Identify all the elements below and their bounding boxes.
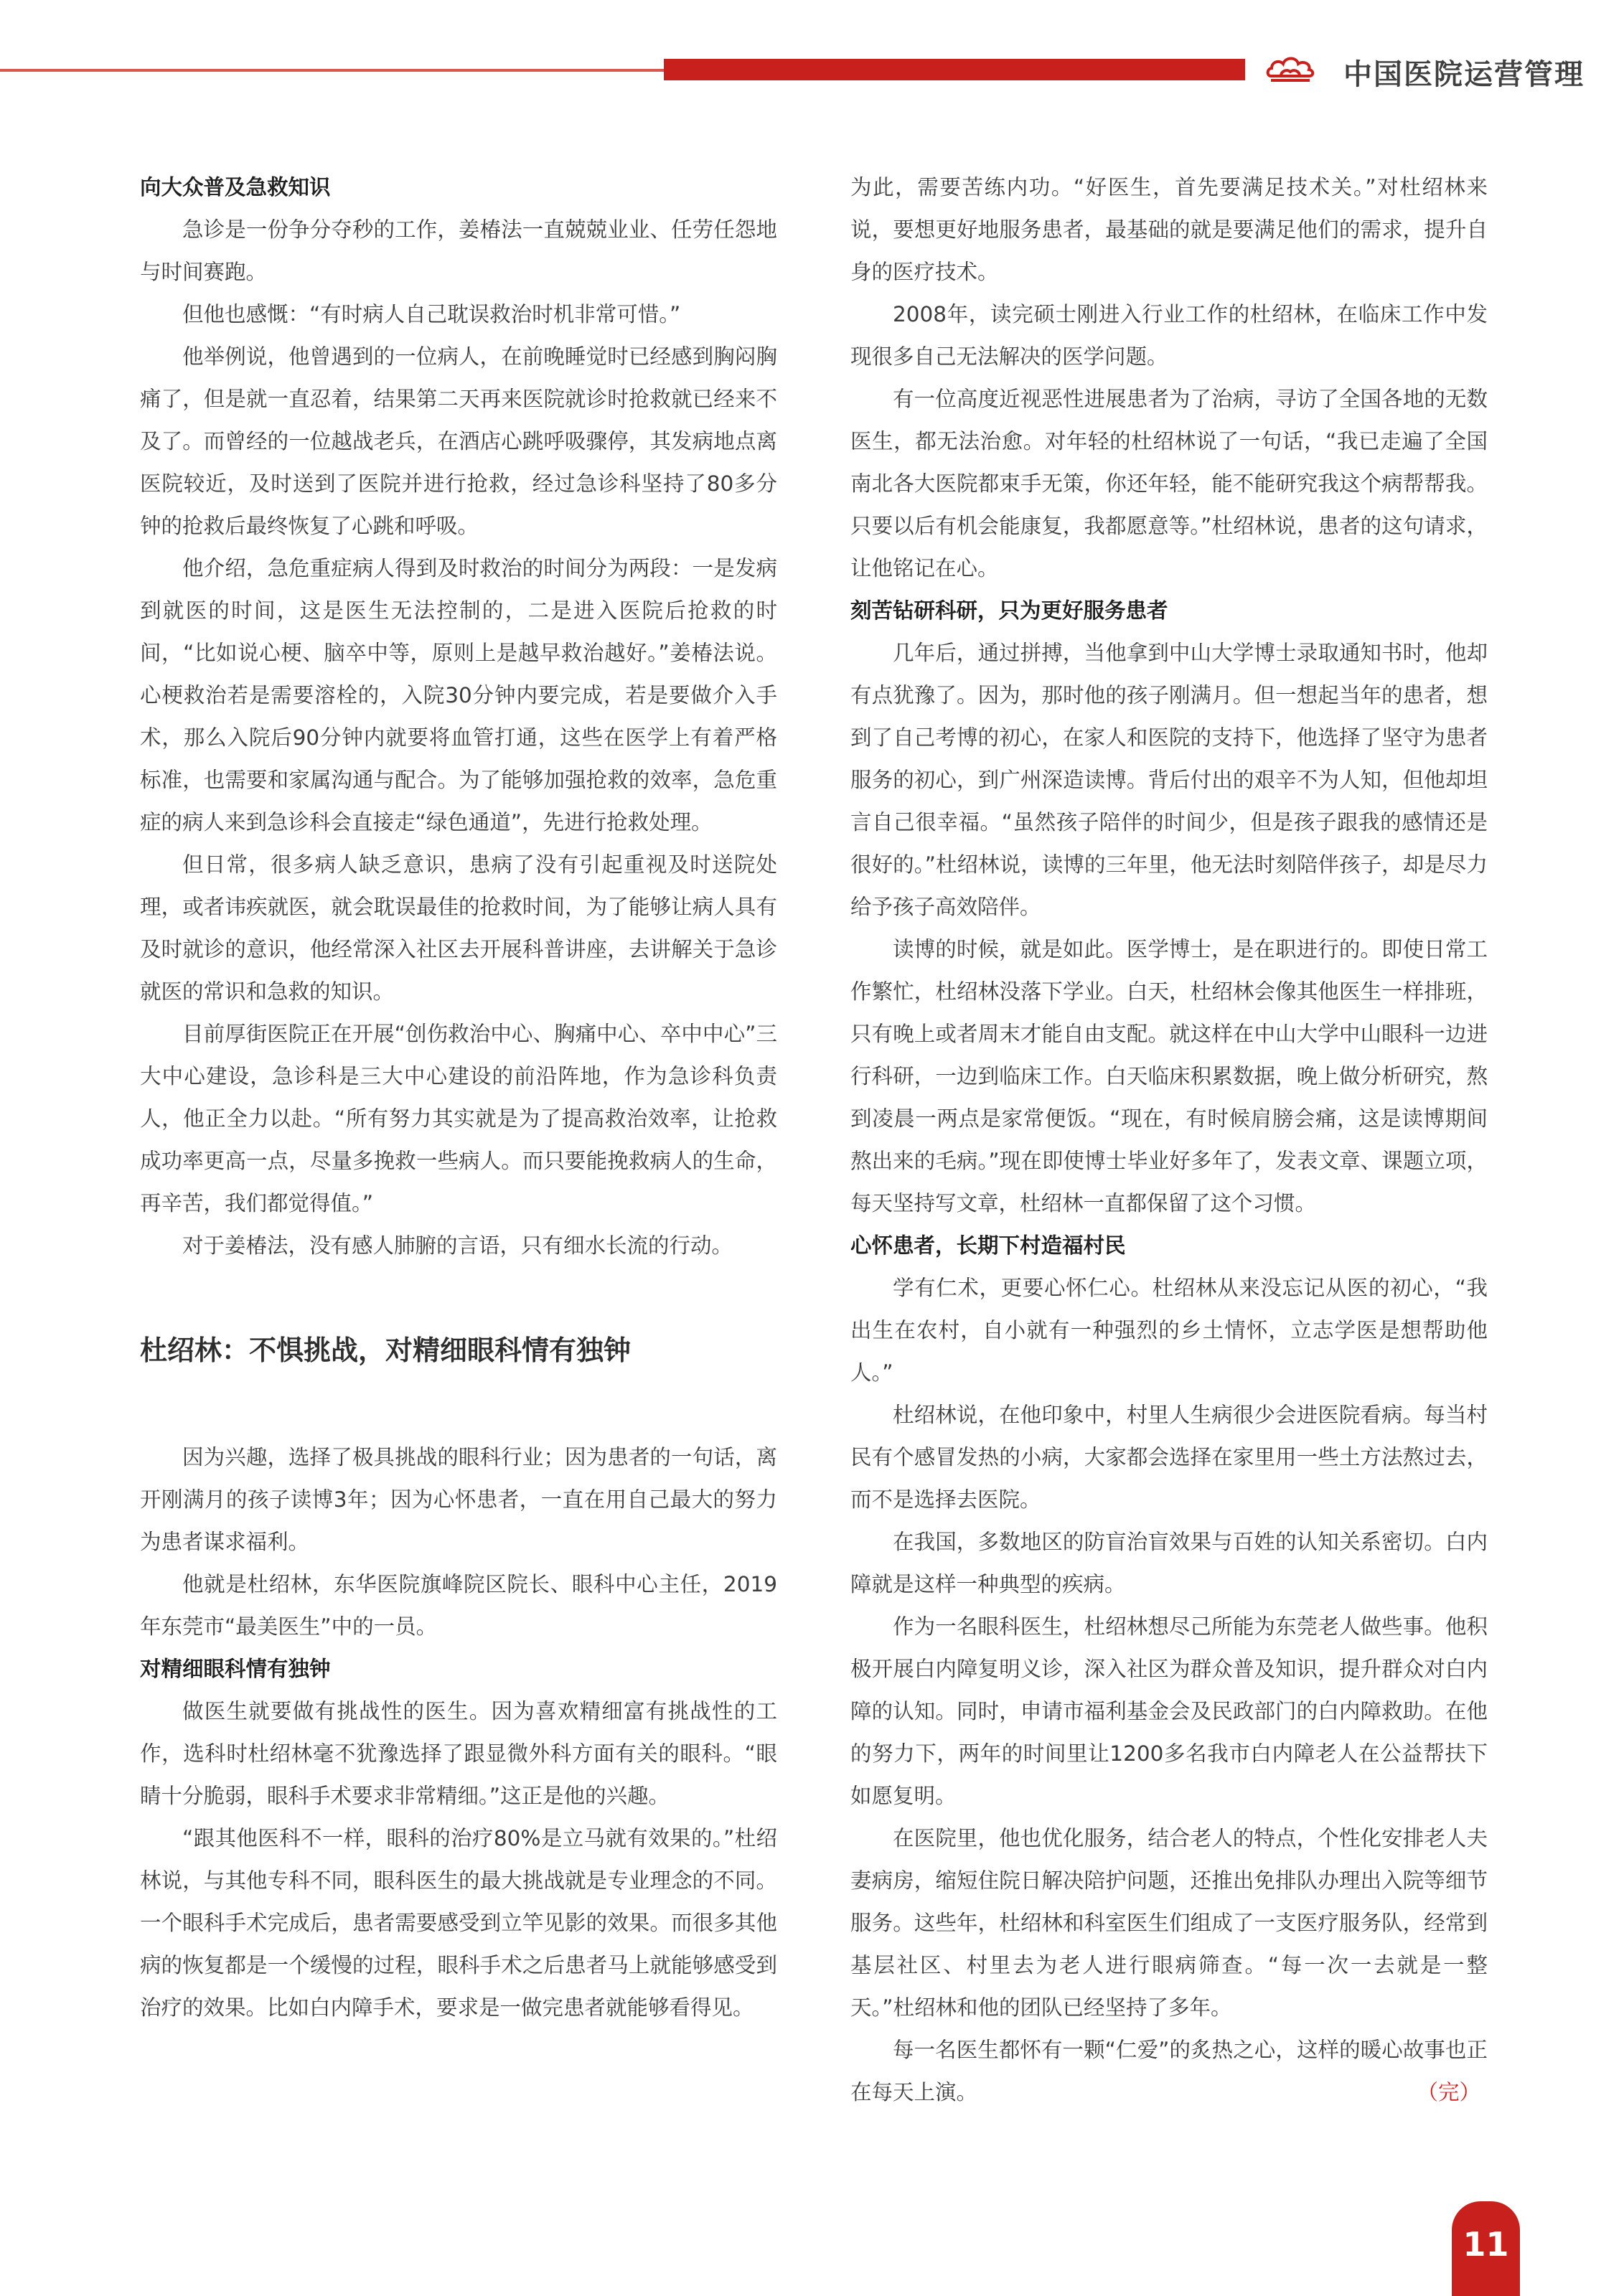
paragraph: 几年后，通过拼搏，当他拿到中山大学博士录取通知书时，他却有点犹豫了。因为，那时他的孩子刚满月。但一想起当年的患者，想到了自己考博的初心，在家人和医院的支持下，他选择了坚守为患者服务的初心，到广州深造读博。背后付出的艰辛不为人知，但他却坦言自己很幸福。“虽然孩子陪伴的时间少，但是孩子跟我的感情还是很好的。”杜绍林说，读博的三年里，他无法时刻陪伴孩子，却是尽力给予孩子高效陪伴。 <box>850 641 1488 919</box>
paragraph: 但日常，很多病人缺乏意识，患病了没有引起重视及时送院处理，或者讳疾就医，就会耽误最佳的抢救时间，为了能够让病人具有及时就诊的意识，他经常深入社区去开展科普讲座，去讲解关于急诊就医的常识和急救的知识。 <box>140 852 777 1004</box>
paragraph: 对于姜椿法，没有感人肺腑的言语，只有细水长流的行动。 <box>182 1233 733 1258</box>
paragraph: 但他也感慨：“有时病人自己耽误救治时机非常可惜。” <box>182 302 681 326</box>
header-rule-bar <box>664 59 1245 80</box>
end-mark: （完） <box>1417 2080 1480 2104</box>
subheading: 向大众普及急救知识 <box>140 175 331 199</box>
right-column <box>850 166 1488 2114</box>
last-paragraph <box>850 2029 1488 2114</box>
header-rule-thin <box>0 69 667 72</box>
paragraph: 因为兴趣，选择了极具挑战的眼科行业；因为患者的一句话，离开刚满月的孩子读博3年；因为心怀患者，一直在用自己最大的努力为患者谋求福利。 <box>140 1445 777 1554</box>
magazine-title: 中国医院运营管理 <box>1343 58 1585 91</box>
paragraph: 他就是杜绍林，东华医院旗峰院区院长、眼科中心主任，2019年东莞市“最美医生”中的一员。 <box>140 1572 777 1639</box>
paragraph: 他介绍，急危重症病人得到及时救治的时间分为两段：一是发病到就医的时间，这是医生无法控制的，二是进入医院后抢救的时间，“比如说心梗、脑卒中等，原则上是越早救治越好。”姜椿法说。心梗救治若是需要溶栓的，入院30分钟内要完成，若是要做介入手术，那么入院后90分钟内就要将血管打通，这些在医学上有着严格标准，也需要和家属沟通与配合。为了能够加强抢救的效率，急危重症的病人来到急诊科会直接走“绿色通道”，先进行抢救处理。 <box>140 556 777 834</box>
subheading: 刻苦钻研科研，只为更好服务患者 <box>850 598 1168 623</box>
paragraph: 他举例说，他曾遇到的一位病人，在前晚睡觉时已经感到胸闷胸痛了，但是就一直忍着，结果第二天再来医院就诊时抢救就已经来不及了。而曾经的一位越战老兵，在酒店心跳呼吸骤停，其发病地点离医院较近，及时送到了医院并进行抢救，经过急诊科坚持了80多分钟的抢救后最终恢复了心跳和呼吸。 <box>140 344 777 538</box>
paragraph: 做医生就要做有挑战性的医生。因为喜欢精细富有挑战性的工作，选科时杜绍林毫不犹豫选择了跟显微外科方面有关的眼科。“眼睛十分脆弱，眼科手术要求非常精细。”这正是他的兴趣。 <box>140 1699 777 1808</box>
paragraph: “跟其他医科不一样，眼科的治疗80%是立马就有效果的。”杜绍林说，与其他专科不同，眼科医生的最大挑战就是专业理念的不同。一个眼科手术完成后，患者需要感受到立竿见影的效果。而很多其他病的恢复都是一个缓慢的过程，眼科手术之后患者马上就能够感受到治疗的效果。比如白内障手术，要求是一做完患者就能够看得见。 <box>140 1826 777 2020</box>
page-number: 11 <box>1452 2201 1520 2296</box>
paragraph: 作为一名眼科医生，杜绍林想尽己所能为东莞老人做些事。他积极开展白内障复明义诊，深入社区为群众普及知识，提升群众对白内障的认知。同时，申请市福利基金会及民政部门的白内障救助。在他的努力下，两年的时间里让1200多名我市白内障老人在公益帮扶下如愿复明。 <box>850 1614 1488 1808</box>
paragraph: 学有仁术，更要心怀仁心。杜绍林从来没忘记从医的初心，“我出生在农村，自小就有一种强烈的乡土情怀，立志学医是想帮助他人。” <box>850 1276 1488 1385</box>
paragraph: 2008年，读完硕士刚进入行业工作的杜绍林，在临床工作中发现很多自己无法解决的医学问题。 <box>850 302 1488 369</box>
paragraph: 为此，需要苦练内功。“好医生，首先要满足技术关。”对杜绍林来说，要想更好地服务患者，最基础的就是要满足他们的需求，提升自身的医疗技术。 <box>850 175 1488 284</box>
paragraph: 有一位高度近视恶性进展患者为了治病，寻访了全国各地的无数医生，都无法治愈。对年轻的杜绍林说了一句话，“我已走遍了全国南北各大医院都束手无策，你还年轻，能不能研究我这个病帮帮我。只要以后有机会能康复，我都愿意等。”杜绍林说，患者的这句请求，让他铭记在心。 <box>850 387 1488 580</box>
subheading: 对精细眼科情有独钟 <box>140 1657 331 1681</box>
paragraph-text: 每一名医生都怀有一颗“仁爱”的炙热之心，这样的暖心故事也正在每天上演。 <box>850 2038 1488 2104</box>
paragraph: 急诊是一份争分夺秒的工作，姜椿法一直兢兢业业、任劳任怨地与时间赛跑。 <box>140 217 777 284</box>
section-title: 杜绍林：不惧挑战，对精细眼科情有独钟 <box>140 1335 632 1366</box>
cloud-logo-icon <box>1265 52 1315 88</box>
subheading: 心怀患者，长期下村造福村民 <box>850 1233 1126 1258</box>
paragraph: 杜绍林说，在他印象中，村里人生病很少会进医院看病。每当村民有个感冒发热的小病，大家都会选择在家里用一些土方法熬过去，而不是选择去医院。 <box>850 1403 1488 1512</box>
paragraph: 在我国，多数地区的防盲治盲效果与百姓的认知关系密切。白内障就是这样一种典型的疾病。 <box>850 1530 1488 1596</box>
left-column <box>140 166 777 2029</box>
paragraph: 在医院里，他也优化服务，结合老人的特点，个性化安排老人夫妻病房，缩短住院日解决陪护问题，还推出免排队办理出入院等细节服务。这些年，杜绍林和科室医生们组成了一支医疗服务队，经常到基层社区、村里去为老人进行眼病筛查。“每一次一去就是一整天。”杜绍林和他的团队已经坚持了多年。 <box>850 1826 1488 2020</box>
paragraph: 读博的时候，就是如此。医学博士，是在职进行的。即使日常工作繁忙，杜绍林没落下学业。白天，杜绍林会像其他医生一样排班，只有晚上或者周末才能自由支配。就这样在中山大学中山眼科一边进行科研，一边到临床工作。白天临床积累数据，晚上做分析研究，熬到凌晨一两点是家常便饭。“现在，有时候肩膀会痛，这是读博期间熬出来的毛病。”现在即使博士毕业好多年了，发表文章、课题立项，每天坚持写文章，杜绍林一直都保留了这个习惯。 <box>850 937 1488 1215</box>
paragraph: 目前厚街医院正在开展“创伤救治中心、胸痛中心、卒中中心”三大中心建设，急诊科是三大中心建设的前沿阵地，作为急诊科负责人，他正全力以赴。“所有努力其实就是为了提高救治效率，让抢救成功率更高一点，尽量多挽救一些病人。而只要能挽救病人的生命，再辛苦，我们都觉得值。” <box>140 1022 777 1215</box>
